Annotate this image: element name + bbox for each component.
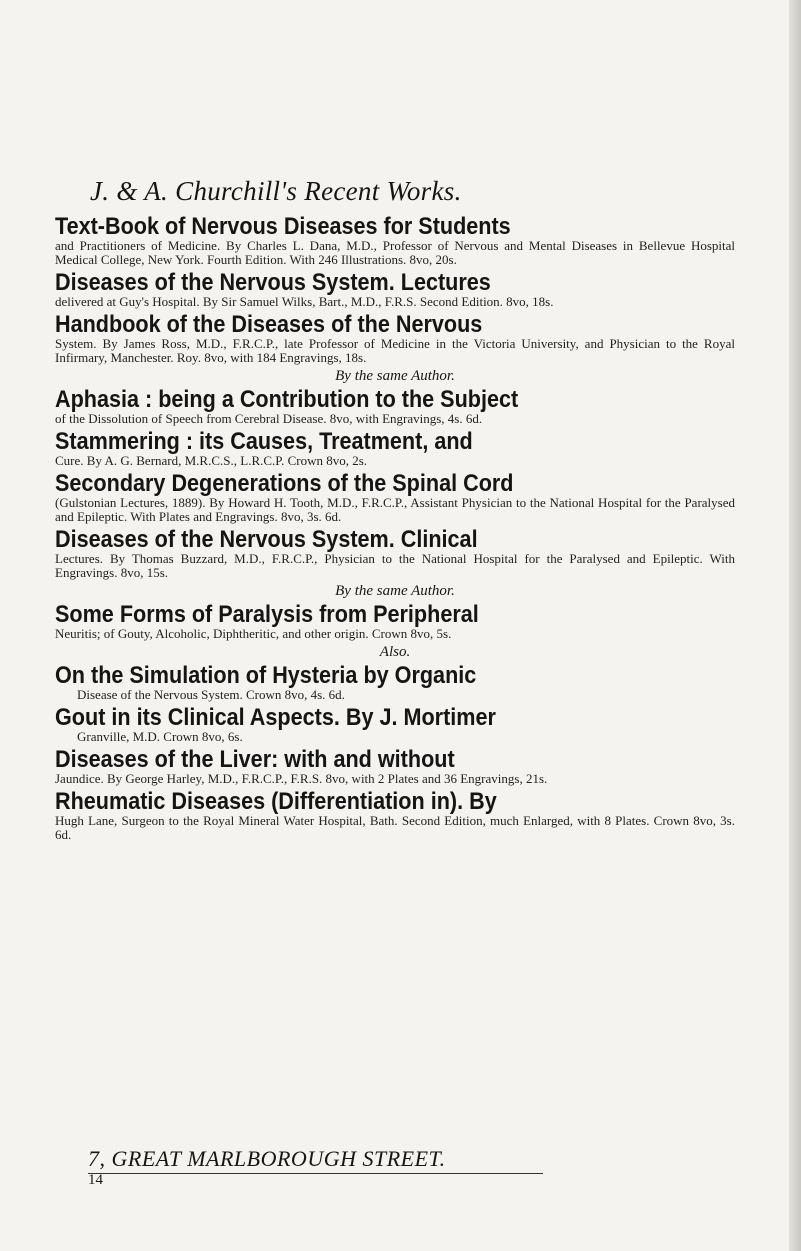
byline: Also.: [379, 644, 411, 660]
list-item: [55, 387, 735, 426]
entry-details: Hugh Lane, Surgeon to the Royal Mineral Water Hospital, Bath. Second Edition, much Enlarged, with 8 Plates. Crown 8vo, 3s. 6d.: [55, 813, 735, 842]
entry-details: System. By James Ross, M.D., F.R.C.P., late Professor of Medicine in the Victoria University, and Physician to the Royal Infirmary, Manchester. Roy. 8vo, with 184 Engravings, 18s.: [55, 336, 735, 365]
page-number: 14: [88, 1172, 103, 1188]
entry-details: Granville, M.D. Crown 8vo, 6s.: [77, 729, 243, 744]
entry-title: Stammering : its Causes, Treatment, and: [55, 428, 473, 455]
list-item: [55, 429, 735, 468]
entry-title: Diseases of the Nervous System. Lectures: [55, 269, 491, 296]
byline: By the same Author.: [335, 583, 455, 599]
list-item: [55, 270, 735, 309]
entry-details: Disease of the Nervous System. Crown 8vo, 4s. 6d.: [77, 687, 345, 702]
entry-title: Gout in its Clinical Aspects. By J. Mortimer: [55, 704, 496, 731]
list-item: [55, 747, 735, 786]
byline: By the same Author.: [335, 368, 455, 384]
list-item: [55, 789, 735, 842]
entry-title: On the Simulation of Hysteria by Organic: [55, 662, 477, 689]
entry-details: of the Dissolution of Speech from Cerebral Disease. 8vo, with Engravings, 4s. 6d.: [55, 411, 483, 426]
list-item: [55, 663, 735, 702]
entry-details: and Practitioners of Medicine. By Charles L. Dana, M.D., Professor of Nervous and Mental Diseases in Bellevue Hospital Medical College, New York. Fourth Edition. With 246 Illustrations. 8vo, 20s.: [55, 238, 735, 267]
list-item: [55, 705, 735, 744]
entry-title: Some Forms of Paralysis from Peripheral: [55, 601, 479, 628]
publisher-address: 7, GREAT MARLBOROUGH STREET.: [88, 1146, 543, 1174]
entry-title: Secondary Degenerations of the Spinal Cord: [55, 470, 514, 497]
running-header: J. & A. Churchill's Recent Works.: [90, 176, 462, 206]
list-item: [55, 527, 735, 580]
entry-title: Diseases of the Liver: with and without: [55, 746, 455, 773]
entry-details: (Gulstonian Lectures, 1889). By Howard H. Tooth, M.D., F.R.C.P., Assistant Physician to the National Hospital for the Paralysed and Epileptic. With Plates and Engravings. 8vo, 3s. 6d.: [55, 495, 735, 524]
page-edge: [789, 0, 801, 1251]
entry-title: Rheumatic Diseases (Differentiation in). By: [55, 788, 497, 815]
entry-details: delivered at Guy's Hospital. By Sir Samuel Wilks, Bart., M.D., F.R.S. Second Edition. 8vo, 18s.: [55, 294, 554, 309]
list-item: [55, 312, 735, 365]
entry-details: Lectures. By Thomas Buzzard, M.D., F.R.C.P., Physician to the National Hospital for the Paralysed and Epileptic. With Engravings. 8vo, 15s.: [55, 551, 735, 580]
entry-title: Diseases of the Nervous System. Clinical: [55, 526, 478, 553]
catalogue-list: [55, 214, 735, 845]
entry-details: Jaundice. By George Harley, M.D., F.R.C.P., F.R.S. 8vo, with 2 Plates and 36 Engravings, 21s.: [55, 771, 548, 786]
entry-title: Handbook of the Diseases of the Nervous: [55, 311, 483, 338]
entry-details: Neuritis; of Gouty, Alcoholic, Diphtheritic, and other origin. Crown 8vo, 5s.: [55, 626, 452, 641]
list-item: [55, 602, 735, 641]
list-item: [55, 214, 735, 267]
entry-title: Aphasia : being a Contribution to the Subject: [55, 386, 519, 413]
entry-details: Cure. By A. G. Bernard, M.R.C.S., L.R.C.P. Crown 8vo, 2s.: [55, 453, 368, 468]
entry-title: Text-Book of Nervous Diseases for Students: [55, 213, 511, 240]
list-item: [55, 471, 735, 524]
